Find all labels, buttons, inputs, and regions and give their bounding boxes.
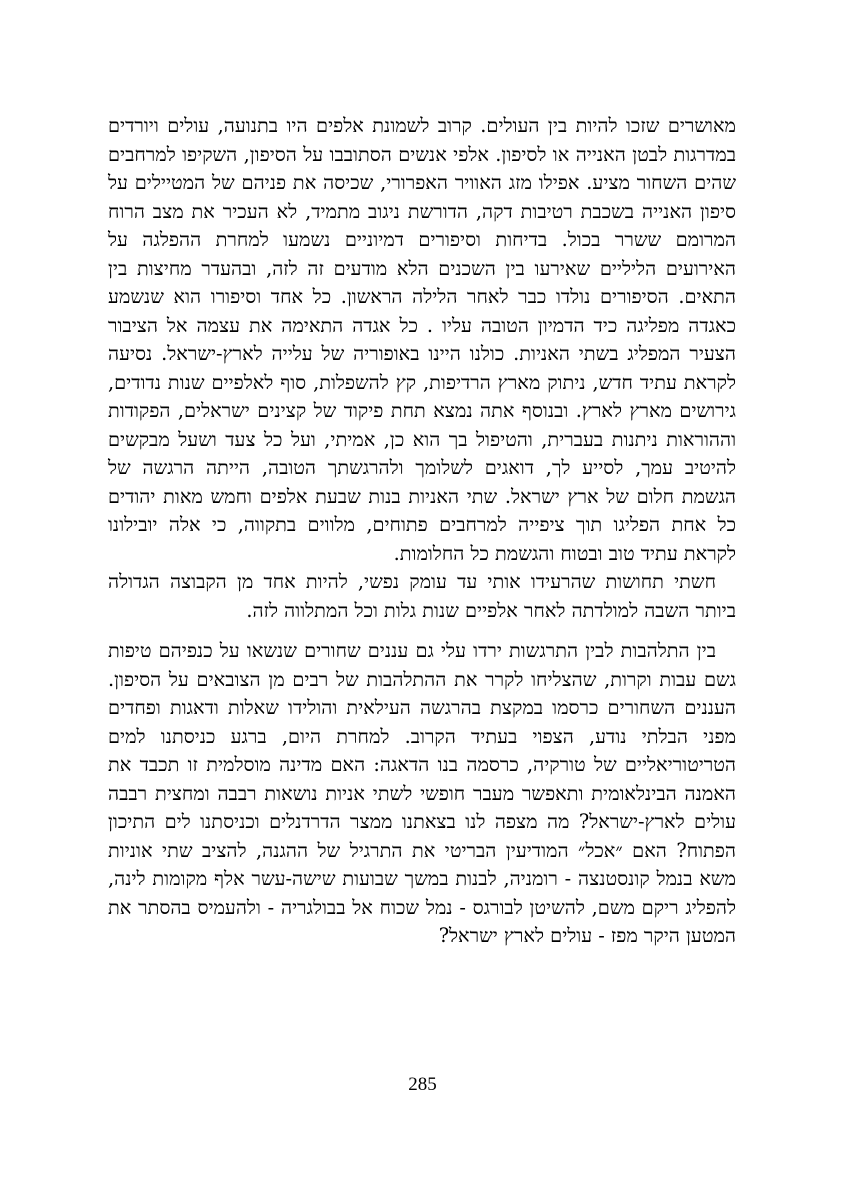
page-number: 285 [408, 1074, 437, 1095]
body-text [108, 112, 736, 951]
paragraph-1: מאושרים שזכו להיות בין העולים. קרוב לשמונת אלפים היו בתנועה, עולים ויורדים במדרגות לבטן האנייה או לסיפון. אלפי אנשים הסתובבו על הסיפון, השקיפו למרחבים שהים השחור מציע. אפילו מזג האוויר האפרורי, שכיסה את פניהם של המטיילים על סיפון האנייה בשכבת רטיבות דקה, הדורשת ניגוב מתמיד, לא העכיר את מצב הרוח המרומם ששרר בכול. בדיחות וסיפורים דמיוניים נשמעו למחרת ההפלגה על האירועים הליליים שאירעו בין השכנים הלא מודעים זה לזה, ובהעדר מחיצות בין התאים. הסיפורים נולדו כבר לאחר הלילה הראשון. כל אחד וסיפורו הוא שנשמע כאגדה מפליגה כיד הדמיון הטובה עליו . כל אגדה התאימה את עצמה אל הציבור הצעיר המפליג בשתי האניות. כולנו היינו באופוריה של עלייה לארץ-ישראל. נסיעה לקראת עתיד חדש, ניתוק מארץ הרדיפות, קץ להשפלות, סוף לאלפיים שנות נדודים, גירושים מארץ לארץ. ובנוסף אתה נמצא תחת פיקוד של קצינים ישראלים, הפקודות וההוראות ניתנות בעברית, והטיפול בך הוא כן, אמיתי, ועל כל צעד ושעל מבקשים להיטיב עמך, לסייע לך, דואגים לשלומך ולהרגשתך הטובה, הייתה הרגשה של הגשמת חלום של ארץ ישראל. שתי האניות בנות שבעת אלפים וחמש מאות יהודים כל אחת הפליגו תוך ציפייה למרחבים פתוחים, מלווים בתקווה, כי אלה יובילונו לקראת עתיד טוב ובטוח והגשמת כל החלומות. [108, 114, 736, 565]
paragraph-2: חשתי תחושות שהרעידו אותי עד עומק נפשי, להיות אחד מן הקבוצה הגדולה ביותר השבה למולדתה לאחר אלפיים שנות גלות וכל המתלווה לזה. [108, 570, 736, 622]
paragraph-3: בין התלהבות לבין התרגשות ירדו עלי גם עננים שחורים שנשאו על כנפיהם טיפות גשם עבות וקרות, שהצליחו לקרר את ההתלהבות של רבים מן הצובאים על הסיפון. העננים השחורים כרסמו במקצת בהרגשה העילאית והולידו שאלות ודאגות ופחדים מפני הבלתי נודע, הצפוי בעתיד הקרוב. למחרת היום, ברגע כניסתנו למים הטריטוריאליים של טורקיה, כרסמה בנו הדאגה: האם מדינה מוסלמית זו תכבד את האמנה הבינלאומית ותאפשר מעבר חופשי לשתי אניות נושאות רבבה ומחצית רבבה עולים לארץ-ישראל? מה מצפה לנו בצאתנו ממצר הדרדנלים וכניסתנו לים התיכון הפתוח? האם ״אכל״ המודיעין הבריטי את התרגיל של ההגנה, להציב שתי אוניות משא בנמל קונסטנצה - רומניה, לבנות במשך שבועות שישה-עשר אלף מקומות לינה, להפליג ריקם משם, להשיטן לבורגס - נמל שכוח אל בבולגריה - ולהעמיס בהסתר את המטען היקר מפז - עולים לארץ ישראל? [108, 639, 736, 947]
